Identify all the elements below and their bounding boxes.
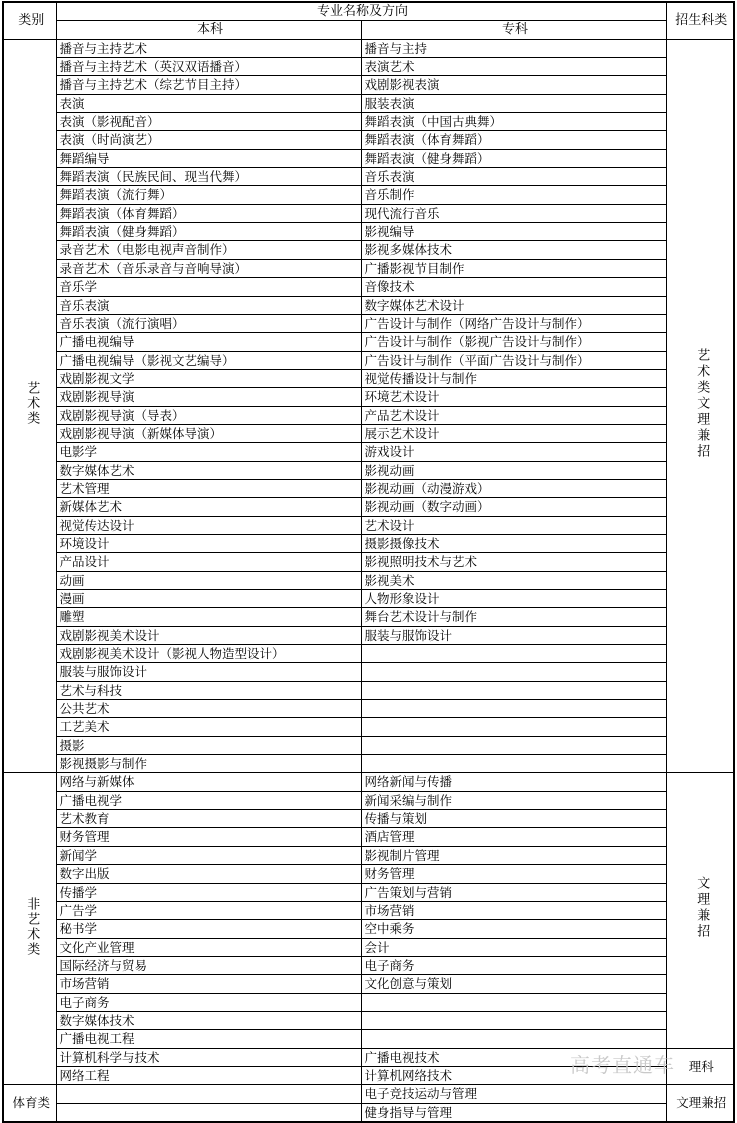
undergrad-major: 表演 [56, 94, 361, 112]
specialist-major: 舞蹈表演（健身舞蹈） [361, 149, 666, 167]
undergrad-major: 戏剧影视导演（新媒体导演） [56, 424, 361, 442]
undergrad-major: 漫画 [56, 590, 361, 608]
undergrad-major [56, 1103, 361, 1122]
table-row [3, 553, 734, 571]
specialist-major: 戏剧影视表演 [361, 76, 666, 94]
table-row [3, 186, 734, 204]
specialist-major: 舞蹈表演（体育舞蹈） [361, 131, 666, 149]
specialist-major [361, 993, 666, 1011]
specialist-major: 广告策划与营销 [361, 883, 666, 901]
enroll-type-sports: 文理兼招 [666, 1085, 734, 1122]
header-category: 类别 [3, 2, 56, 39]
undergrad-major: 财务管理 [56, 828, 361, 846]
table-row [3, 846, 734, 864]
undergrad-major: 数字媒体技术 [56, 1011, 361, 1029]
table-row [3, 791, 734, 809]
specialist-major: 视觉传播设计与制作 [361, 369, 666, 387]
undergrad-major: 播音与主持艺术（英汉双语播音） [56, 58, 361, 76]
specialist-major [361, 1030, 666, 1048]
undergrad-major: 艺术与科技 [56, 681, 361, 699]
specialist-major: 影视多媒体技术 [361, 241, 666, 259]
specialist-major: 人物形象设计 [361, 590, 666, 608]
table-row [3, 76, 734, 94]
table-row [3, 406, 734, 424]
table-row [3, 498, 734, 516]
undergrad-major: 戏剧影视导演 [56, 388, 361, 406]
specialist-major: 数字媒体艺术设计 [361, 296, 666, 314]
table-row [3, 773, 734, 791]
specialist-major: 广播电视技术 [361, 1048, 666, 1066]
table-row [3, 920, 734, 938]
specialist-major: 舞台艺术设计与制作 [361, 608, 666, 626]
table-row [3, 94, 734, 112]
specialist-major: 音乐制作 [361, 186, 666, 204]
undergrad-major: 产品设计 [56, 553, 361, 571]
table-row [3, 590, 734, 608]
table-row [3, 424, 734, 442]
specialist-major: 健身指导与管理 [361, 1103, 666, 1122]
table-row [3, 883, 734, 901]
specialist-major: 广告设计与制作（平面广告设计与制作） [361, 351, 666, 369]
specialist-major: 计算机网络技术 [361, 1066, 666, 1084]
table-row [3, 700, 734, 718]
enroll-type-science: 理科 [666, 1048, 734, 1085]
table-row [3, 39, 734, 57]
table-row [3, 333, 734, 351]
category-label-nonart-text: 非艺术类 [24, 896, 40, 957]
specialist-major: 环境艺术设计 [361, 388, 666, 406]
major-catalog-table [2, 1, 735, 1123]
table-row [3, 369, 734, 387]
table-row [3, 443, 734, 461]
undergrad-major: 市场营销 [56, 975, 361, 993]
undergrad-major: 舞蹈表演（健身舞蹈） [56, 223, 361, 241]
table-row [3, 516, 734, 534]
undergrad-major: 摄影 [56, 736, 361, 754]
table-row [3, 113, 734, 131]
category-label-sports: 体育类 [3, 1085, 56, 1122]
specialist-major: 空中乘务 [361, 920, 666, 938]
table-row [3, 626, 734, 644]
undergrad-major: 音乐表演（流行演唱） [56, 314, 361, 332]
table-row [3, 975, 734, 993]
table-row [3, 168, 734, 186]
specialist-major [361, 681, 666, 699]
header-row-sub [3, 21, 734, 39]
undergrad-major: 舞蹈表演（民族民间、现当代舞） [56, 168, 361, 186]
table-row [3, 1066, 734, 1084]
table-row [3, 865, 734, 883]
undergrad-major: 舞蹈编导 [56, 149, 361, 167]
undergrad-major: 新媒体艺术 [56, 498, 361, 516]
undergrad-major: 广播电视学 [56, 791, 361, 809]
undergrad-major: 戏剧影视文学 [56, 369, 361, 387]
header-enroll-type: 招生科类 [666, 2, 734, 39]
specialist-major: 影视制片管理 [361, 846, 666, 864]
enroll-type-art-text: 艺术类文理兼招 [694, 347, 710, 460]
undergrad-major: 计算机科学与技术 [56, 1048, 361, 1066]
undergrad-major: 网络与新媒体 [56, 773, 361, 791]
specialist-major: 广播影视节目制作 [361, 259, 666, 277]
undergrad-major: 新闻学 [56, 846, 361, 864]
table-row [3, 534, 734, 552]
undergrad-major: 传播学 [56, 883, 361, 901]
undergrad-major [56, 1085, 361, 1103]
table-row [3, 223, 734, 241]
specialist-major [361, 663, 666, 681]
table-sheet [0, 1, 737, 1120]
table-row [3, 461, 734, 479]
table-row [3, 1103, 734, 1122]
undergrad-major: 艺术教育 [56, 810, 361, 828]
specialist-major: 广告设计与制作（影视广告设计与制作） [361, 333, 666, 351]
undergrad-major: 电子商务 [56, 993, 361, 1011]
table-row [3, 810, 734, 828]
watermark: 高考直通车 [570, 1053, 675, 1077]
specialist-major: 网络新闻与传播 [361, 773, 666, 791]
table-row [3, 204, 734, 222]
specialist-major: 传播与策划 [361, 810, 666, 828]
specialist-major: 财务管理 [361, 865, 666, 883]
undergrad-major: 戏剧影视美术设计（影视人物造型设计） [56, 645, 361, 663]
table-row [3, 388, 734, 406]
specialist-major: 会计 [361, 938, 666, 956]
undergrad-major: 广播电视编导（影视文艺编导） [56, 351, 361, 369]
enroll-type-nonart [666, 773, 734, 1048]
table-row [3, 645, 734, 663]
specialist-major: 摄影摄像技术 [361, 534, 666, 552]
table-row [3, 993, 734, 1011]
undergrad-major: 视觉传达设计 [56, 516, 361, 534]
category-label-nonart [3, 773, 56, 1085]
specialist-major: 影视动画（数字动画） [361, 498, 666, 516]
specialist-major: 现代流行音乐 [361, 204, 666, 222]
undergrad-major: 录音艺术（音乐录音与音响导演） [56, 259, 361, 277]
specialist-major [361, 736, 666, 754]
table-row [3, 131, 734, 149]
specialist-major: 服装表演 [361, 94, 666, 112]
specialist-major: 酒店管理 [361, 828, 666, 846]
undergrad-major: 表演（时尚演艺） [56, 131, 361, 149]
specialist-major [361, 755, 666, 773]
undergrad-major: 动画 [56, 571, 361, 589]
table-row [3, 681, 734, 699]
table-row [3, 1030, 734, 1048]
table-row [3, 828, 734, 846]
table-row [3, 1085, 734, 1103]
table-row [3, 259, 734, 277]
undergrad-major: 秘书学 [56, 920, 361, 938]
undergrad-major: 音乐表演 [56, 296, 361, 314]
undergrad-major: 表演（影视配音） [56, 113, 361, 131]
undergrad-major: 艺术管理 [56, 479, 361, 497]
undergrad-major: 戏剧影视导演（导表） [56, 406, 361, 424]
header-row-top [3, 2, 734, 21]
undergrad-major: 文化产业管理 [56, 938, 361, 956]
table-row [3, 351, 734, 369]
undergrad-major: 工艺美术 [56, 718, 361, 736]
specialist-major: 舞蹈表演（中国古典舞） [361, 113, 666, 131]
specialist-major: 电子商务 [361, 956, 666, 974]
specialist-major: 文化创意与策划 [361, 975, 666, 993]
specialist-major [361, 1011, 666, 1029]
table-row [3, 718, 734, 736]
table-row [3, 1011, 734, 1029]
undergrad-major: 数字出版 [56, 865, 361, 883]
specialist-major: 广告设计与制作（网络广告设计与制作） [361, 314, 666, 332]
table-row [3, 663, 734, 681]
specialist-major: 电子竞技运动与管理 [361, 1085, 666, 1103]
specialist-major: 艺术设计 [361, 516, 666, 534]
specialist-major: 影视照明技术与艺术 [361, 553, 666, 571]
table-row [3, 938, 734, 956]
undergrad-major: 电影学 [56, 443, 361, 461]
undergrad-major: 戏剧影视美术设计 [56, 626, 361, 644]
undergrad-major: 广告学 [56, 901, 361, 919]
undergrad-major: 音乐学 [56, 278, 361, 296]
table-row [3, 149, 734, 167]
undergrad-major: 舞蹈表演（体育舞蹈） [56, 204, 361, 222]
specialist-major [361, 700, 666, 718]
header-undergrad: 本科 [56, 21, 361, 39]
undergrad-major: 国际经济与贸易 [56, 956, 361, 974]
enroll-type-art [666, 39, 734, 773]
undergrad-major: 网络工程 [56, 1066, 361, 1084]
undergrad-major: 数字媒体艺术 [56, 461, 361, 479]
undergrad-major: 播音与主持艺术 [56, 39, 361, 57]
specialist-major: 音乐表演 [361, 168, 666, 186]
enroll-type-nonart-text: 文理兼招 [694, 876, 710, 941]
undergrad-major: 广播电视工程 [56, 1030, 361, 1048]
specialist-major: 新闻采编与制作 [361, 791, 666, 809]
specialist-major: 展示艺术设计 [361, 424, 666, 442]
table-row [3, 1048, 734, 1066]
specialist-major: 影视编导 [361, 223, 666, 241]
specialist-major: 影视美术 [361, 571, 666, 589]
table-row [3, 608, 734, 626]
table-row [3, 58, 734, 76]
table-row [3, 296, 734, 314]
specialist-major: 音像技术 [361, 278, 666, 296]
category-label-art [3, 39, 56, 773]
undergrad-major: 服装与服饰设计 [56, 663, 361, 681]
table-row [3, 241, 734, 259]
specialist-major: 产品艺术设计 [361, 406, 666, 424]
table-row [3, 956, 734, 974]
table-row [3, 314, 734, 332]
specialist-major: 游戏设计 [361, 443, 666, 461]
table-row [3, 571, 734, 589]
specialist-major: 影视动画 [361, 461, 666, 479]
header-major-group: 专业名称及方向 [56, 2, 666, 21]
undergrad-major: 环境设计 [56, 534, 361, 552]
specialist-major [361, 718, 666, 736]
specialist-major: 播音与主持 [361, 39, 666, 57]
undergrad-major: 雕塑 [56, 608, 361, 626]
undergrad-major: 公共艺术 [56, 700, 361, 718]
undergrad-major: 广播电视编导 [56, 333, 361, 351]
specialist-major: 市场营销 [361, 901, 666, 919]
header-specialist: 专科 [361, 21, 666, 39]
table-row [3, 479, 734, 497]
undergrad-major: 影视摄影与制作 [56, 755, 361, 773]
table-row [3, 736, 734, 754]
undergrad-major: 播音与主持艺术（综艺节目主持） [56, 76, 361, 94]
category-label-art-text: 艺术类 [24, 381, 40, 427]
table-row [3, 755, 734, 773]
specialist-major: 表演艺术 [361, 58, 666, 76]
undergrad-major: 录音艺术（电影电视声音制作） [56, 241, 361, 259]
specialist-major: 服装与服饰设计 [361, 626, 666, 644]
table-row [3, 278, 734, 296]
table-row [3, 901, 734, 919]
undergrad-major: 舞蹈表演（流行舞） [56, 186, 361, 204]
specialist-major [361, 645, 666, 663]
specialist-major: 影视动画（动漫游戏） [361, 479, 666, 497]
